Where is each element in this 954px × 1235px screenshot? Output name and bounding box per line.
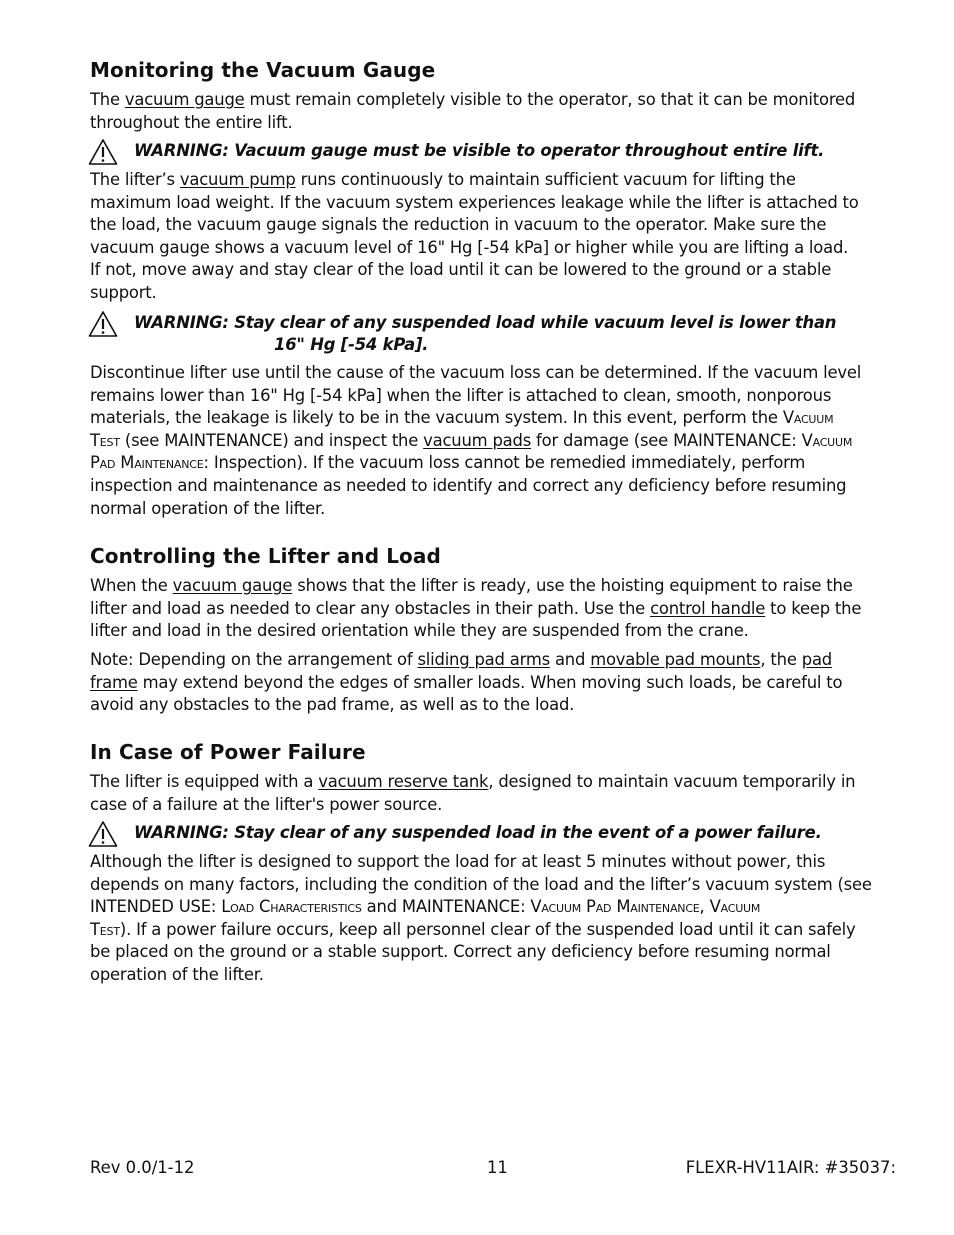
link-sliding-pad-arms: sliding pad arms bbox=[417, 650, 550, 669]
footer-page-number: 11 bbox=[487, 1158, 508, 1177]
link-vacuum-reserve-tank: vacuum reserve tank bbox=[318, 772, 489, 791]
link-pad-frame: pad bbox=[801, 650, 833, 669]
link-pad-frame: frame bbox=[90, 672, 138, 692]
link-vacuum-gauge: vacuum gauge bbox=[172, 576, 293, 595]
heading-monitoring-vacuum-gauge: Monitoring the Vacuum Gauge bbox=[90, 58, 436, 82]
warning-text: WARNING: Vacuum gauge must be visible to operator throughout entire lift. bbox=[134, 141, 825, 160]
paragraph-discontinue-use: Discontinue lifter use until the cause of the vacuum loss can be determined. If the vacuum level remains lower than 16" Hg [-54 kPa] when the lifter is attached to clean, smooth, nonporous materials, the leakage is likely to be in the vacuum system. In this event, perform the Vacuum Test (see MAINTENANCE) and inspect the vacuum pads for damage (see MAINTENANCE: Vacuum Pad Maintenance: Inspection). If the vacuum loss cannot be remedied immediately, perform inspection and maintenance as needed to identify and correct any deficiency before resuming normal operation of the lifter. bbox=[90, 363, 862, 518]
link-vacuum-pads: vacuum pads bbox=[423, 430, 532, 450]
footer-document-id: FLEXR-HV11AIR: #35037: bbox=[685, 1158, 896, 1177]
paragraph-vacuum-pump: The lifter’s vacuum pump runs continuously to maintain sufficient vacuum for lifting the maximum load weight. If the vacuum system experiences leakage while the lifter is attached to the load, the vacuum gauge signals the reduction in vacuum to the operator. Make sure the vacuum gauge shows a vacuum level of 16" Hg [-54 kPa] or higher while you are lifting a load. If not, move away and stay clear of the load until it can be lowered to the ground or a stable support. bbox=[90, 170, 859, 302]
warning-triangle-icon bbox=[88, 310, 118, 338]
link-movable-pad-mounts: movable pad mounts bbox=[590, 650, 761, 669]
heading-power-failure: In Case of Power Failure bbox=[90, 740, 366, 764]
link-control-handle: control handle bbox=[650, 598, 766, 618]
link-vacuum-pump: vacuum pump bbox=[179, 170, 296, 189]
link-vacuum-gauge: vacuum gauge bbox=[124, 90, 245, 109]
warning-triangle-icon bbox=[88, 138, 118, 166]
warning-triangle-icon bbox=[88, 820, 118, 848]
heading-controlling-lifter: Controlling the Lifter and Load bbox=[90, 544, 441, 568]
paragraph-hoisting: When the vacuum gauge shows that the lifter is ready, use the hoisting equipment to raise the lifter and load as needed to clear any obstacles in their path. Use the control handle to keep the lifter and load in the desired orientation while they are suspended from the crane. bbox=[90, 576, 862, 641]
paragraph-gauge-visibility: The vacuum gauge must remain completely visible to the operator, so that it can be monitored throughout the entire lift. bbox=[90, 90, 856, 132]
paragraph-reserve-tank: The lifter is equipped with a vacuum reserve tank, designed to maintain vacuum temporarily in case of a failure at the lifter's power source. bbox=[90, 772, 856, 814]
text-line: The vacuum gauge must remain completely visible to the operator, so that it can be monitored bbox=[90, 90, 856, 109]
paragraph-note-pad-frame: Note: Depending on the arrangement of sliding pad arms and movable pad mounts, the pad frame may extend beyond the edges of smaller loads. When moving such loads, be careful to avoid any obstacles to the pad frame, as well as to the load. bbox=[90, 650, 843, 715]
warning-text-continued: 16" Hg [-54 kPa]. bbox=[274, 335, 429, 354]
paragraph-power-failure-details: Although the lifter is designed to support the load for at least 5 minutes without power, this depends on many factors, including the condition of the load and the lifter’s vacuum system (see INTENDED USE: Load Characteristics and MAINTENANCE: Vacuum Pad Maintenance, Vacuum Test). If a power failure occurs, keep all personnel clear of the suspended load until it can safely be placed on the ground or a stable support. Correct any deficiency before resuming normal operation of the lifter. bbox=[90, 852, 872, 984]
warning-text: WARNING: Stay clear of any suspended load while vacuum level is lower than bbox=[134, 313, 837, 332]
warning-text: WARNING: Stay clear of any suspended load in the event of a power failure. bbox=[134, 823, 822, 842]
footer-revision: Rev 0.0/1-12 bbox=[90, 1158, 195, 1177]
